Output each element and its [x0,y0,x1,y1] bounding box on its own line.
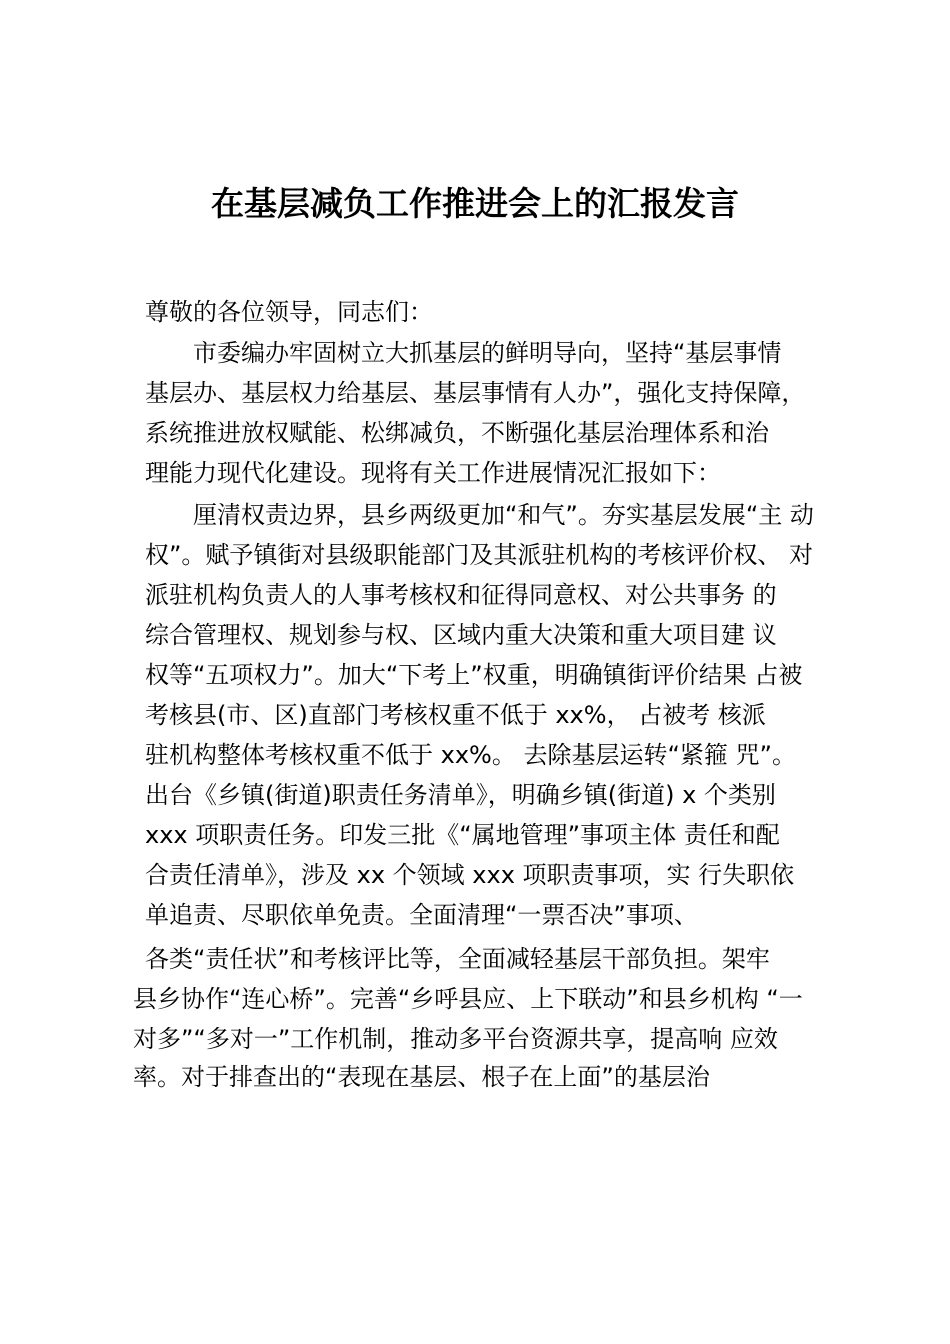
text-line-8: 综合管理权、规划参与权、区域内重大决策和重大项目建 议 [145,621,777,649]
text-line-6: 权”。赋予镇街对县级职能部门及其派驻机构的考核评价权、 对 [145,541,814,569]
text-line-2: 基层办、基层权力给基层、基层事情有人办”，强化支持保障， [145,379,806,407]
text-line-15: 单追责、尽职依单免责。全面清理“一票否决”事项、 [145,901,698,929]
salutation: 尊敬的各位领导，同志们： [145,298,433,326]
text-line-10: 考核县(市、区)直部门考核权重不低于 xx%， 占被考 核派 [145,701,766,729]
text-line-5: 厘清权责边界，县乡两级更加“和气”。夯实基层发展“主 动 [193,501,814,529]
text-line-9: 权等“五项权力”。加大“下考上”权重，明确镇街评价结果 占被 [145,661,803,689]
text-line-18: 对多”“多对一”工作机制，推动多平台资源共享，提高响 应效 [133,1025,778,1053]
text-line-19: 率。对于排查出的“表现在基层、根子在上面”的基层治 [133,1063,710,1091]
text-line-3: 系统推进放权赋能、松绑减负，不断强化基层治理体系和治 [145,419,769,447]
text-line-7: 派驻机构负责人的人事考核权和征得同意权、对公共事务 的 [145,581,777,609]
text-line-17: 县乡协作“连心桥”。完善“乡呼县应、上下联动”和县乡机构 “一 [133,985,803,1013]
text-line-14: 合责任清单》，涉及 xx 个领域 xxx 项职责事项，实 行失职依 [145,861,795,889]
text-line-12: 出台《乡镇(街道)职责任务清单》，明确乡镇(街道) x 个类别 [145,781,776,809]
text-line-1: 市委编办牢固树立大抓基层的鲜明导向，坚持“基层事情 [193,339,782,367]
text-line-13: xxx 项职责任务。印发三批《“属地管理”事项主体 责任和配 [145,821,780,849]
text-line-11: 驻机构整体考核权重不低于 xx%。 去除基层运转“紧箍 咒”。 [145,741,796,769]
text-line-4: 理能力现代化建设。现将有关工作进展情况汇报如下： [145,459,721,487]
text-line-16: 各类“责任状”和考核评比等，全面减轻基层干部负担。架牢 [145,945,770,973]
document-title: 在基层减负工作推进会上的汇报发言 [211,184,739,223]
